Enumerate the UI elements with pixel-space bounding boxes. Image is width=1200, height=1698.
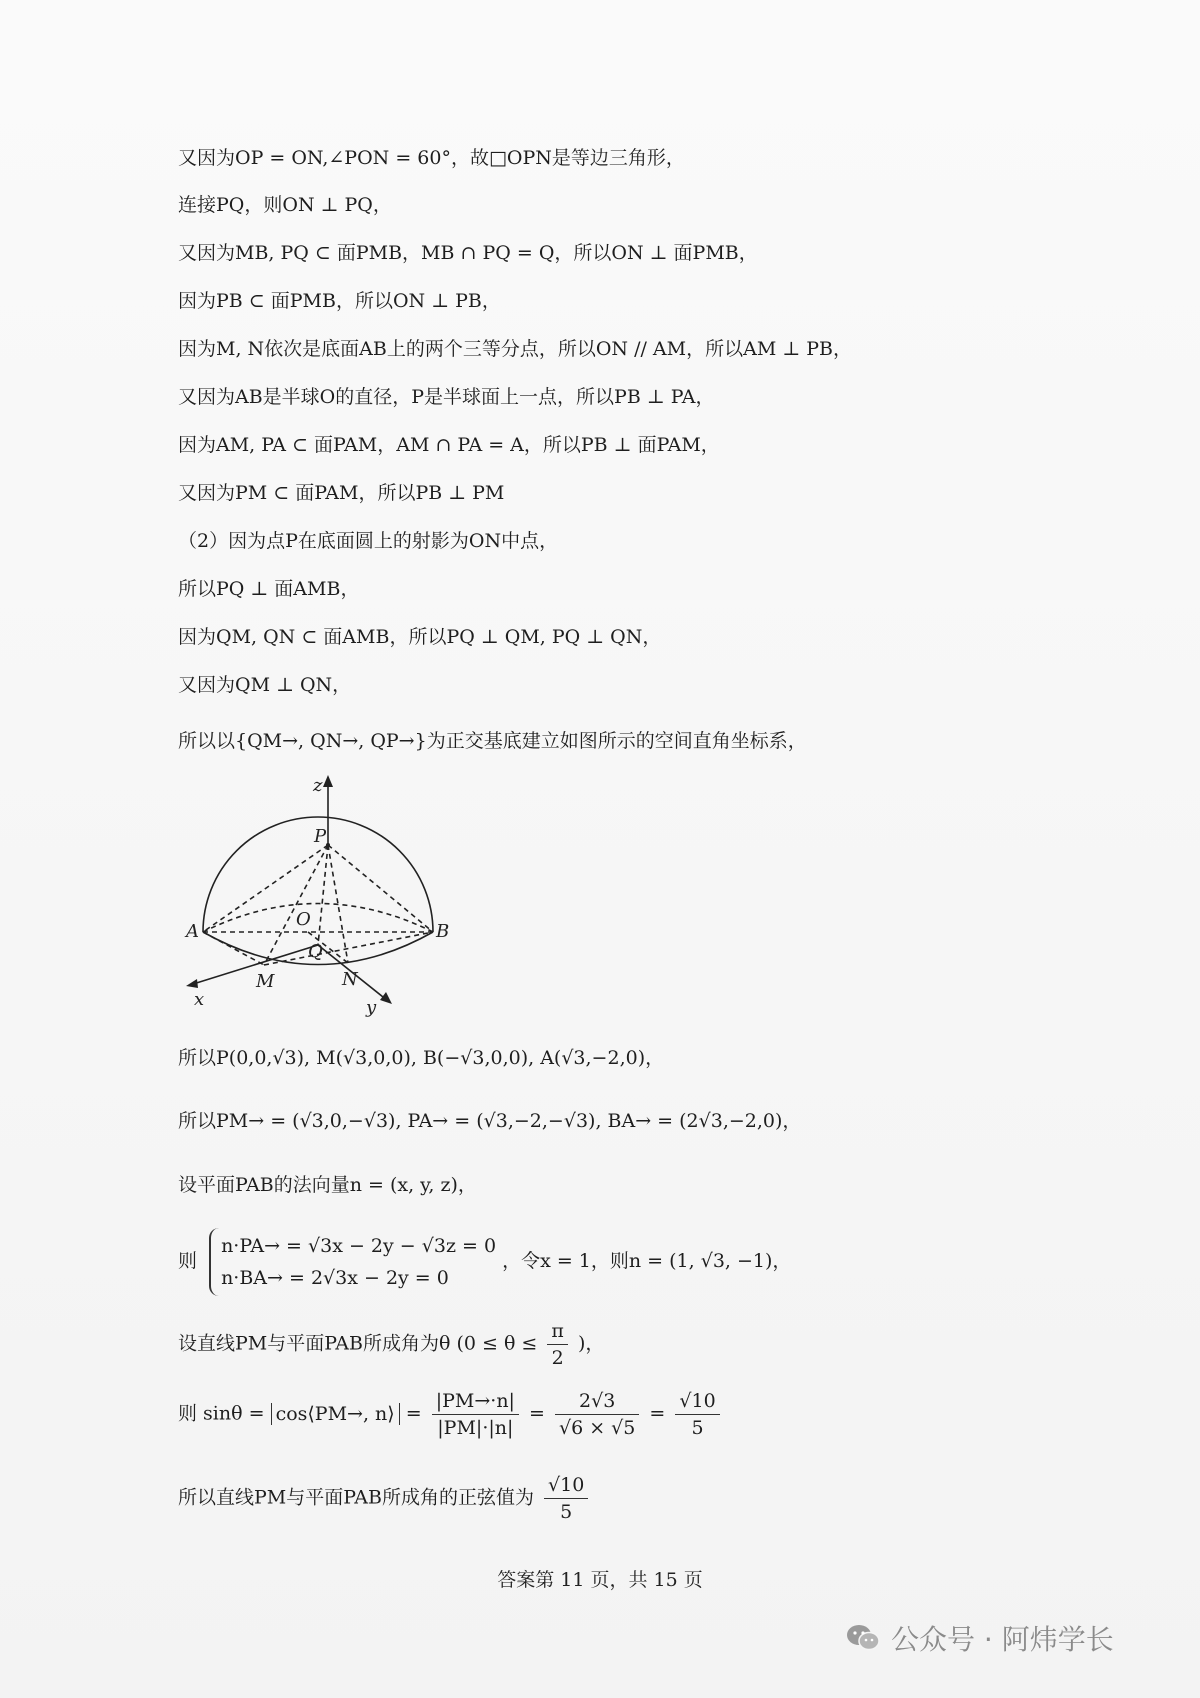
frac-num: √10 <box>544 1472 588 1499</box>
sin-pre: 则 sinθ = <box>178 1402 265 1425</box>
text-line: 所以以{QM→, QN→, QP→}为正交基底建立如图所示的空间直角坐标系， <box>178 730 807 752</box>
text-line: 所以P(0,0,√3), M(√3,0,0), B(−√3,0,0), A(√3,−2,0)， <box>178 1047 665 1069</box>
frac-den: 5 <box>560 1501 573 1523</box>
frac-num: √10 <box>675 1388 719 1415</box>
frac-num: |PM→·n| <box>432 1388 519 1415</box>
frac-num: π <box>547 1318 568 1345</box>
angle-range-right: )， <box>577 1332 605 1355</box>
frac-den: 5 <box>691 1417 704 1439</box>
label-z: z <box>313 775 323 796</box>
point-p <box>326 843 330 847</box>
text-line: 因为M, N依次是底面AB上的两个三等分点，所以ON // AM，所以AM ⊥ PB， <box>178 338 852 360</box>
fraction-1 <box>432 1388 519 1441</box>
equals: = <box>405 1402 422 1425</box>
segment-pq <box>318 845 328 945</box>
text-line: 所以PQ ⊥ 面AMB， <box>178 578 360 600</box>
equals: = <box>649 1402 666 1425</box>
equation-2: n·BA→ = 2√3x − 2y = 0 <box>221 1267 449 1289</box>
final-line <box>178 1472 592 1525</box>
text-line: 因为PB ⊂ 面PMB，所以ON ⊥ PB， <box>178 290 501 312</box>
label-a: A <box>186 921 199 942</box>
text-line: 又因为AB是半球O的直径，P是半球面上一点，所以PB ⊥ PA， <box>178 386 715 408</box>
segment-pb <box>328 845 433 932</box>
z-arrow-icon <box>323 775 333 787</box>
text-line: 又因为OP = ON,∠PON = 60°，故□OPN是等边三角形， <box>178 147 685 169</box>
system-suffix: ，令x = 1，则n = (1, √3, −1)， <box>502 1250 792 1272</box>
cos-abs: cos⟨PM→, n⟩ <box>271 1403 400 1425</box>
system-brace <box>209 1228 496 1296</box>
sin-line <box>178 1388 724 1441</box>
hemisphere-figure <box>178 775 450 1018</box>
y-arrow-icon <box>380 992 392 1004</box>
angle-line <box>178 1318 604 1371</box>
fraction-2 <box>555 1388 639 1441</box>
segment-am <box>203 932 264 965</box>
text-line: 连接PQ，则ON ⊥ PQ， <box>178 194 392 216</box>
equation-system <box>178 1228 791 1296</box>
text-line: 因为AM, PA ⊂ 面PAM，AM ∩ PA = A，所以PB ⊥ 面PAM， <box>178 434 720 456</box>
final-fraction <box>544 1472 588 1525</box>
text-line: 因为QM, QN ⊂ 面AMB，所以PQ ⊥ QM, PQ ⊥ QN， <box>178 626 662 648</box>
watermark <box>845 1618 1114 1658</box>
frac-num: 2√3 <box>555 1388 639 1415</box>
text-line: （2）因为点P在底面圆上的射影为ON中点， <box>178 530 559 552</box>
angle-range-left: (0 ≤ θ ≤ <box>456 1332 538 1355</box>
segment-mb <box>264 932 433 965</box>
label-y: y <box>366 997 377 1018</box>
final-pre: 所以直线PM与平面PAB所成角的正弦值为 <box>178 1486 534 1509</box>
page-footer: 答案第 11 页，共 15 页 <box>497 1569 703 1591</box>
frac-den: √6 × √5 <box>558 1417 636 1439</box>
label-x: x <box>194 989 205 1010</box>
label-n: N <box>342 969 358 990</box>
label-b: B <box>436 921 450 942</box>
equation-1: n·PA→ = √3x − 2y − √3z = 0 <box>221 1235 497 1257</box>
text-line: 设平面PAB的法向量n = (x, y, z)， <box>178 1174 477 1196</box>
equals: = <box>529 1402 545 1425</box>
pi-over-two <box>547 1318 568 1371</box>
label-p: P <box>314 826 327 847</box>
x-arrow-icon <box>186 979 198 988</box>
label-q: Q <box>308 941 323 962</box>
text-line: 又因为QM ⊥ QN， <box>178 674 352 696</box>
system-prefix: 则 <box>178 1250 198 1272</box>
label-m: M <box>256 971 275 992</box>
label-o: O <box>296 909 311 930</box>
wechat-icon <box>845 1623 881 1653</box>
frac-den: 2 <box>551 1347 564 1369</box>
text-line: 所以PM→ = (√3,0,−√3), PA→ = (√3,−2,−√3), BA→ = (2√3,−2,0)， <box>178 1110 802 1132</box>
text-line: 又因为MB, PQ ⊂ 面PMB，MB ∩ PQ = Q，所以ON ⊥ 面PMB， <box>178 242 758 264</box>
frac-den: |PM|·|n| <box>437 1417 514 1439</box>
x-axis <box>190 945 318 985</box>
watermark-text: 公众号 · 阿炜学长 <box>891 1623 1114 1656</box>
angle-pre: 设直线PM与平面PAB所成角为θ <box>178 1332 451 1355</box>
fraction-3 <box>675 1388 719 1441</box>
text-line: 又因为PM ⊂ 面PAM，所以PB ⊥ PM <box>178 482 505 504</box>
